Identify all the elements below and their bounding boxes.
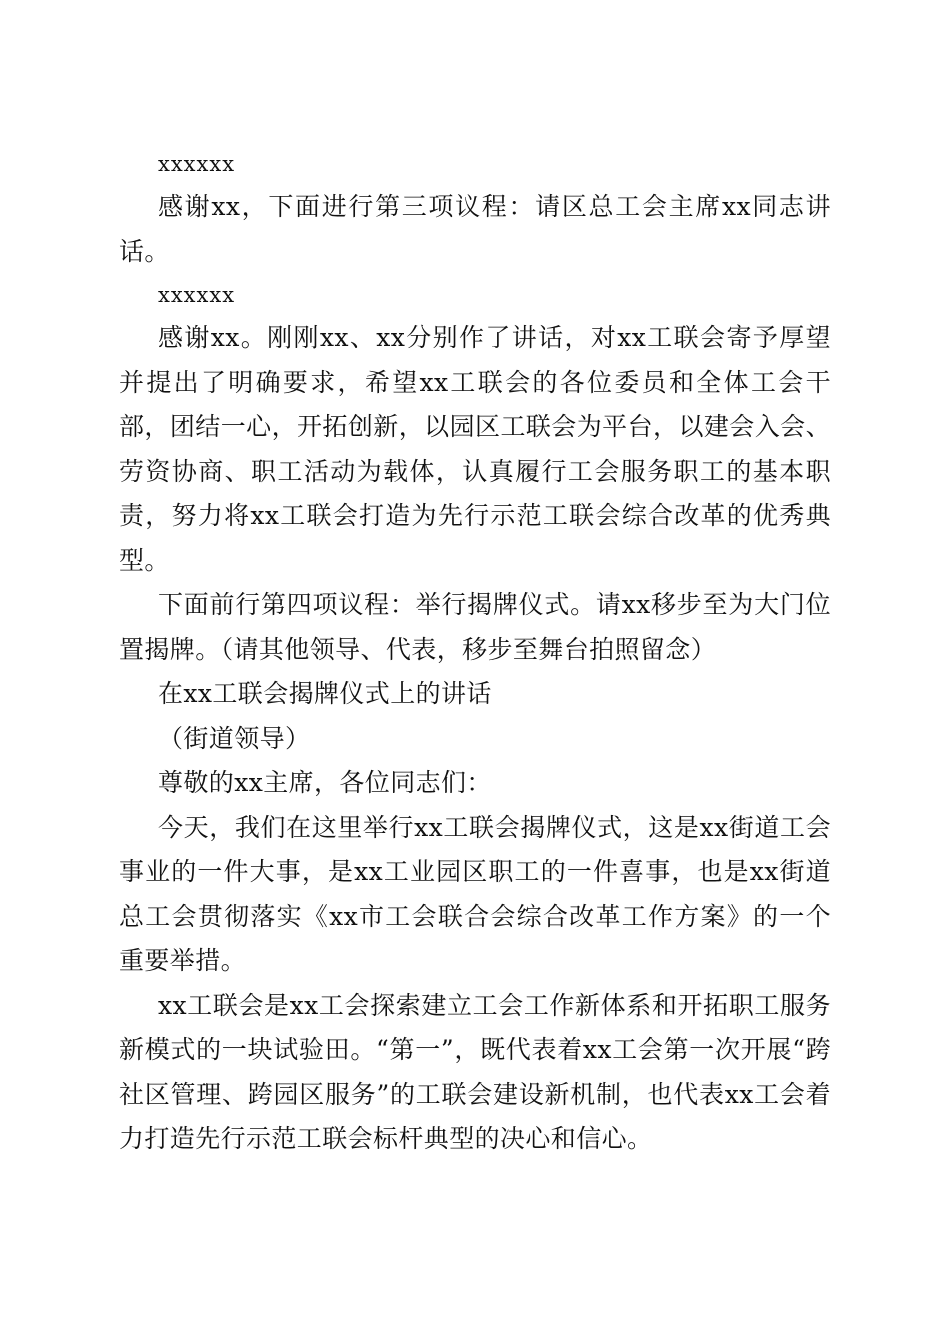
speech-speaker: （街道领导）: [158, 723, 311, 753]
speech-title: 在xx工联会揭牌仪式上的讲话: [158, 679, 492, 708]
placeholder-line-2: xxxxxx: [158, 283, 236, 307]
placeholder-line-1: xxxxxx: [158, 152, 236, 176]
speech-salutation: 尊敬的xx主席，各位同志们：: [158, 768, 492, 797]
paragraph-agenda-three: 感谢xx，下面进行第三项议程：请区总工会主席xx同志讲话。: [119, 192, 831, 266]
document-body: [119, 143, 831, 1162]
speech-paragraph-2: xx工联会是xx工会探索建立工会工作新体系和开拓职工服务新模式的一块试验田。“第一”，既代表着xx工会第一次开展“跨社区管理、跨园区服务”的工联会建设新机制，也代表xx工会着力打造先行示范工联会标杆典型的决心和信心。: [119, 990, 831, 1153]
speech-paragraph-1: 今天，我们在这里举行xx工联会揭牌仪式，这是xx街道工会事业的一件大事，是xx工业园区职工的一件喜事，也是xx街道总工会贯彻落实《xx市工会联合会综合改革工作方案》的一个重要举措。: [119, 812, 831, 975]
paragraph-thanks-summary: 感谢xx。刚刚xx、xx分别作了讲话，对xx工联会寄予厚望并提出了明确要求，希望xx工联会的各位委员和全体工会干部，团结一心，开拓创新，以园区工联会为平台，以建会入会、劳资协商、职工活动为载体，认真履行工会服务职工的基本职责，努力将xx工联会打造为先行示范工联会综合改革的优秀典型。: [119, 323, 831, 575]
paragraph-agenda-four: 下面前行第四项议程：举行揭牌仪式。请xx移步至为大门位置揭牌。（请其他领导、代表，移步至舞台拍照留念）: [119, 590, 831, 664]
